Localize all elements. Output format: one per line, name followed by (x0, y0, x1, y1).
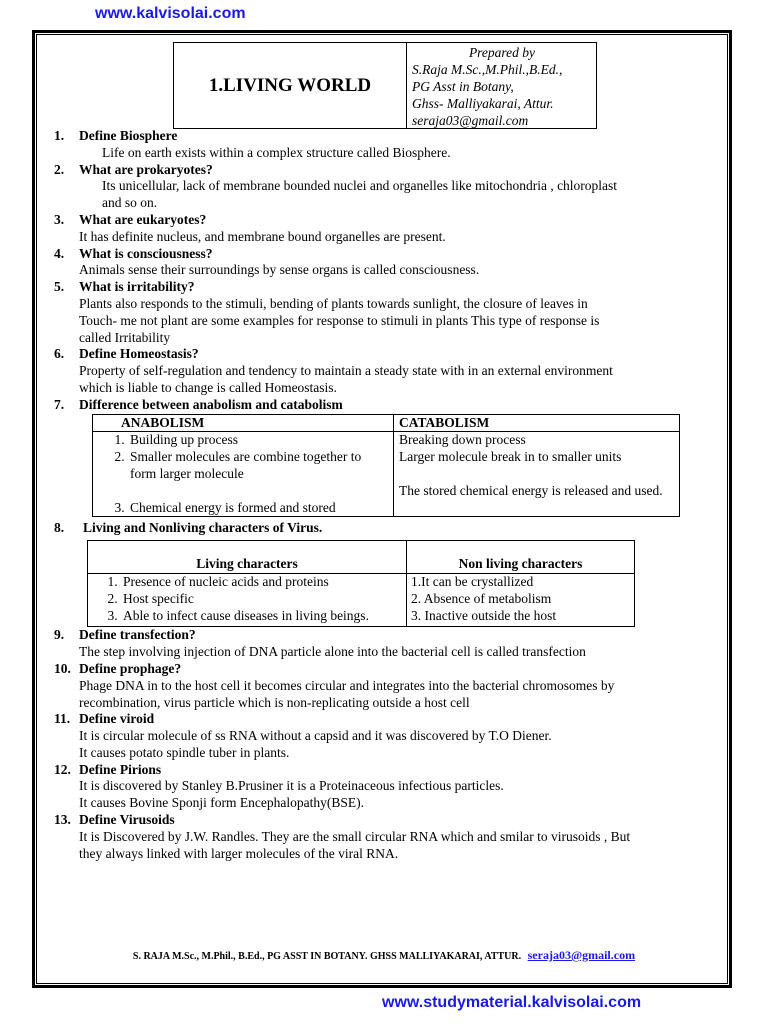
author-name: S.Raja M.Sc.,M.Phil.,B.Ed., (412, 62, 563, 77)
question-3 (0, 212, 768, 229)
question-text: Define Virusoids (79, 812, 175, 828)
prepared-by-label: Prepared by (468, 45, 536, 60)
question-text: Define viroid (79, 711, 155, 727)
question-number: 4. (54, 245, 65, 261)
question-9 (0, 627, 768, 644)
question-number: 1. (54, 128, 65, 143)
question-number: 6. (54, 346, 65, 362)
answer-11-line-1: It is circular molecule of ss RNA without a capsid and it was discovered by T.O Diener. (79, 728, 552, 744)
answer-2-line-1: Its unicellular, lack of membrane bounded nuclei and organelles like mitochondria , chloroplast (102, 178, 618, 194)
author-school: Ghss- Malliyakarai, Attur. (412, 96, 554, 111)
answer-10-line-2: recombination, virus particle which is non-replicating outside a host cell (79, 694, 470, 710)
question-text: Define Biosphere (79, 128, 178, 143)
questions (0, 128, 768, 862)
question-text: Define Pirions (79, 761, 162, 777)
footer-email-link[interactable]: seraja03@gmail.com (527, 948, 636, 962)
question-number: 11. (54, 711, 71, 727)
anabolism-item: 2. Smaller molecules are combine together to form larger molecule (128, 449, 388, 483)
answer-1: Life on earth exists within a complex structure called Biosphere. (102, 144, 451, 160)
anabolism-item: 3. Chemical energy is formed and stored (128, 500, 388, 517)
nonliving-item: 1.It can be crystallized (411, 573, 534, 589)
site-url-bottom[interactable]: www.studymaterial.kalvisolai.com (382, 994, 642, 1011)
question-number: 13. (54, 812, 71, 828)
question-text: What are prokaryotes? (79, 161, 213, 177)
table-header-catabolism: CATABOLISM (394, 414, 680, 432)
answer-4: Animals sense their surroundings by sense organs is called consciousness. (79, 262, 480, 278)
nonliving-item: 2. Absence of metabolism (411, 590, 552, 606)
question-1 (0, 128, 768, 145)
question-text: Define prophage? (79, 660, 182, 676)
answer-11-line-2: It causes potato spindle tuber in plants. (79, 744, 290, 760)
question-number: 8. (54, 520, 65, 536)
question-10 (0, 661, 768, 678)
catabolism-item: The stored chemical energy is released and used. (399, 482, 663, 498)
anabolism-item: 1. Building up process (128, 432, 388, 449)
nonliving-cell (407, 573, 635, 626)
question-11 (0, 711, 768, 728)
question-13 (0, 812, 768, 829)
nonliving-item: 3. Inactive outside the host (411, 607, 557, 623)
anabolism-catabolism-table (92, 414, 680, 518)
question-6 (0, 346, 768, 363)
anabolism-cell (93, 432, 394, 517)
answer-5-line-1: Plants also responds to the stimuli, bending of plants towards sunlight, the closure of leaves in (79, 295, 588, 311)
answer-13-line-1: It is Discovered by J.W. Randles. They are the small circular RNA which and smilar to virusoids , But (79, 828, 631, 844)
answer-10-line-1: Phage DNA in to the host cell it becomes circular and integrates into the bacterial chromosomes by (79, 677, 615, 693)
answer-3: It has definite nucleus, and membrane bound organelles are present. (79, 228, 446, 244)
question-4 (0, 246, 768, 263)
catabolism-item: Breaking down process (399, 432, 526, 448)
table-header-nonliving: Non living characters (407, 541, 635, 574)
question-text: Define transfection? (79, 627, 196, 643)
question-text: Difference between anabolism and catabolism (79, 396, 343, 412)
answer-13-line-2: they always linked with larger molecules of the viral RNA. (79, 845, 399, 861)
virus-characters-table (87, 540, 635, 627)
question-number: 3. (54, 211, 65, 227)
question-number: 12. (54, 761, 71, 777)
table-header-anabolism: ANABOLISM (93, 414, 394, 432)
question-text: What are eukaryotes? (79, 211, 207, 227)
answer-12-line-1: It is discovered by Stanley B.Prusiner it is a Proteinaceous infectious particles. (79, 778, 504, 794)
question-text: Living and Nonliving characters of Virus. (83, 520, 323, 536)
site-url-top[interactable]: www.kalvisolai.com (95, 5, 246, 22)
question-text: Define Homeostasis? (79, 346, 199, 362)
author-email: seraja03@gmail.com (412, 113, 529, 128)
catabolism-item: Larger molecule break in to smaller units (399, 449, 622, 465)
answer-12-line-2: It causes Bovine Sponji form Encephalopathy(BSE). (79, 795, 364, 811)
page-footer (0, 948, 768, 963)
question-number: 7. (54, 396, 65, 412)
question-number: 2. (54, 161, 65, 177)
question-number: 5. (54, 279, 65, 295)
author-info (407, 43, 596, 128)
page-title: 1.LIVING WORLD (174, 43, 407, 128)
catabolism-cell (394, 432, 680, 517)
question-12 (0, 762, 768, 779)
question-8 (0, 520, 768, 537)
table-header-living: Living characters (88, 541, 407, 574)
question-text: What is irritability? (79, 279, 195, 295)
question-5 (0, 279, 768, 296)
living-cell (88, 573, 407, 626)
question-7 (0, 397, 768, 414)
footer-author: S. RAJA M.Sc., M.Phil., B.Ed., PG ASST IN BOTANY. GHSS MALLIYAKARAI, ATTUR. (132, 951, 522, 962)
header-box (173, 42, 597, 129)
question-number: 10. (54, 660, 71, 676)
living-item: 2. Host specific (121, 591, 401, 608)
answer-6-line-2: which is liable to change is called Homeostasis. (79, 379, 337, 395)
answer-9: The step involving injection of DNA particle alone into the bacterial cell is called transfection (79, 644, 586, 660)
answer-5-line-2: Touch- me not plant are some examples for response to stimuli in plants This type of response is (79, 312, 600, 328)
question-text: What is consciousness? (79, 245, 213, 261)
author-post: PG Asst in Botany, (412, 79, 514, 94)
living-item: 3. Able to infect cause diseases in living beings. (121, 608, 401, 625)
answer-6-line-1: Property of self-regulation and tendency to maintain a steady state with in an external environment (79, 363, 613, 379)
living-item: 1. Presence of nucleic acids and proteins (121, 574, 401, 591)
question-2 (0, 162, 768, 179)
question-number: 9. (54, 627, 65, 643)
answer-2-line-2: and so on. (102, 195, 158, 211)
answer-5-line-3: called Irritability (79, 329, 171, 345)
